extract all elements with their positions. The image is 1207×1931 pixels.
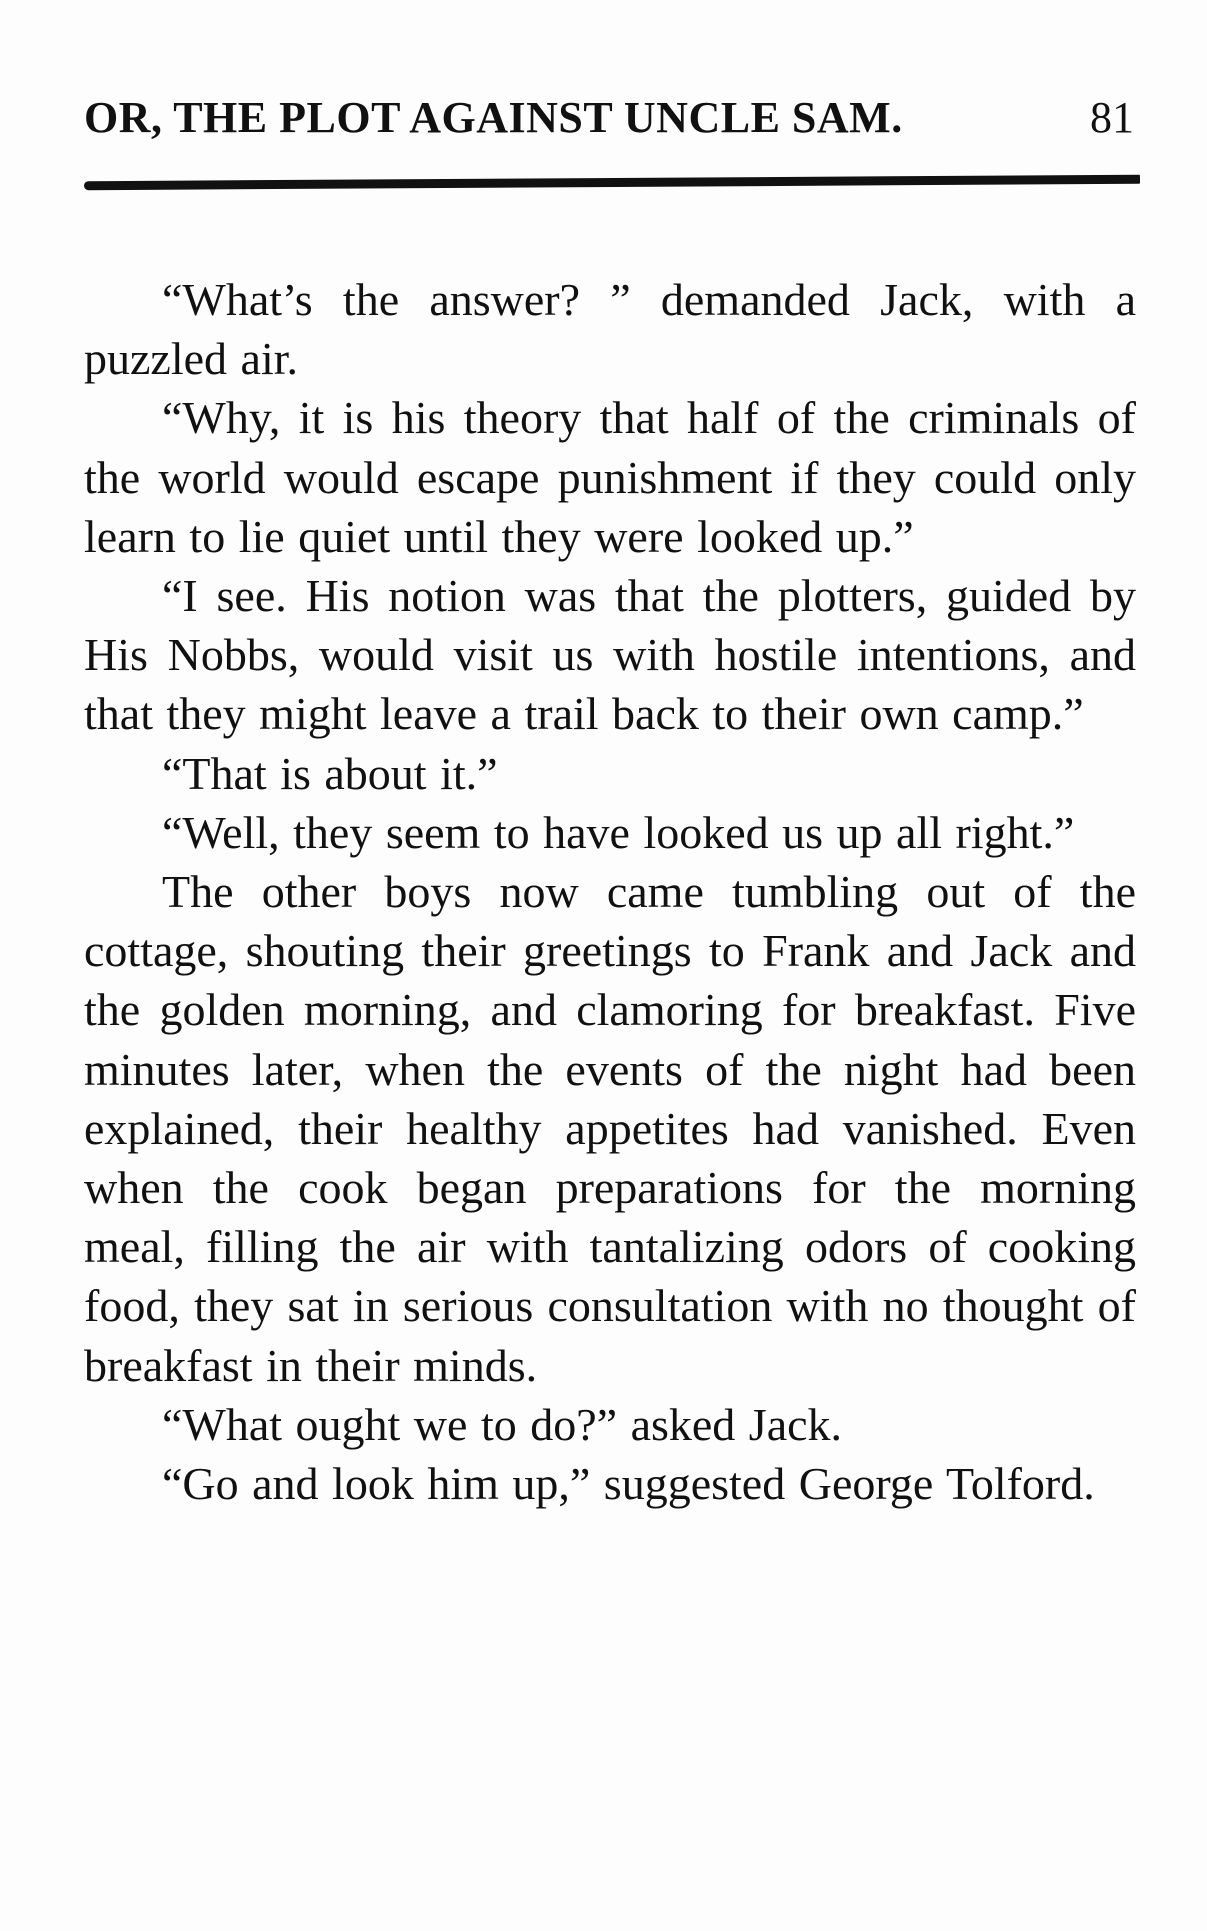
paragraph: “Well, they seem to have looked us up all right.” bbox=[162, 806, 1075, 858]
paragraph: “Why, it is his theory that half of the criminals of the world would escape punishment if they could only learn to lie quiet until they were looked up.” bbox=[84, 392, 1136, 562]
body-text bbox=[84, 270, 1136, 1513]
paragraph: The other boys now came tumbling out of the cottage, shouting their greetings to Frank and Jack and the golden morning, and clamoring for breakfast. Five minutes later, when the events of the night had been explained, their healthy appetites had vanished. Even when the cook began preparations for the morning meal, filling the air with tantalizing odors of cooking food, they sat in serious consultation with no thought of breakfast in their minds. bbox=[84, 866, 1136, 1391]
header-rule bbox=[84, 175, 1140, 190]
paragraph: “What ought we to do?” asked Jack. bbox=[162, 1398, 843, 1450]
paragraph: “That is about it.” bbox=[162, 747, 498, 799]
paragraph: “I see. His notion was that the plotters, guided by His Nobbs, would visit us with hostile intentions, and that they might leave a trail back to their own camp.” bbox=[84, 570, 1136, 740]
page-header bbox=[84, 92, 1134, 152]
running-head: OR, THE PLOT AGAINST UNCLE SAM. bbox=[84, 93, 903, 142]
paragraph: “What’s the answer? ” demanded Jack, with a puzzled air. bbox=[84, 274, 1136, 385]
page-number: 81 bbox=[1090, 93, 1134, 142]
paragraph: “Go and look him up,” suggested George Tolford. bbox=[162, 1458, 1095, 1510]
